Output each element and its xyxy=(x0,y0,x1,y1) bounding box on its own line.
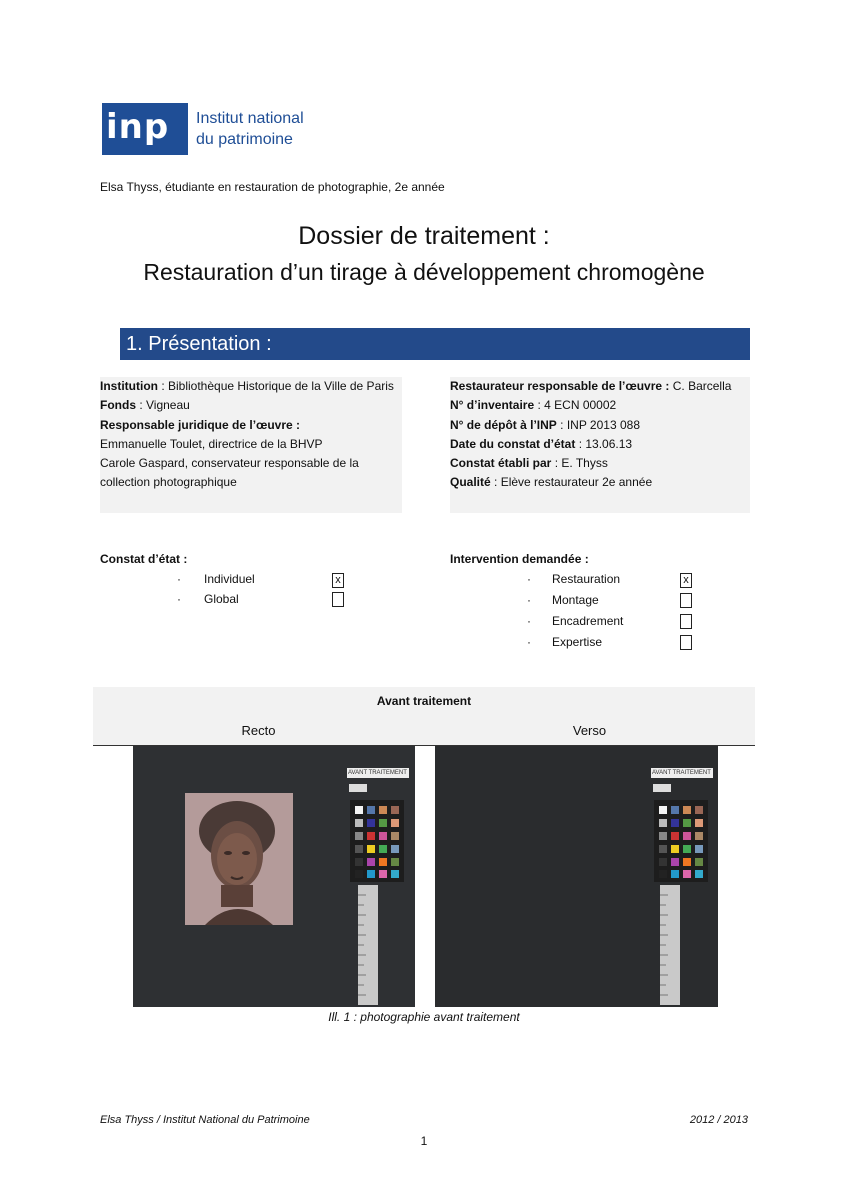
portrait-print xyxy=(185,793,293,925)
section-heading: 1. Présentation : xyxy=(120,328,750,360)
option-label: Global xyxy=(204,592,239,606)
logo-line-2: du patrimoine xyxy=(196,131,293,148)
recto-color-checker xyxy=(350,800,404,882)
qualite-value: : Elève restaurateur 2e année xyxy=(490,475,653,490)
constat-option-individuel xyxy=(100,572,360,592)
intervention-option-montage xyxy=(450,593,710,614)
checkbox-expertise[interactable] xyxy=(680,635,692,650)
responsable-label: Responsable juridique de l’œuvre : xyxy=(100,417,301,432)
bullet-icon: · xyxy=(527,572,531,586)
author-line: Elsa Thyss, étudiante en restauration de photographie, 2e année xyxy=(100,180,445,194)
constat-options xyxy=(100,572,360,612)
verso-column-label: Verso xyxy=(572,723,607,738)
depot-value: : INP 2013 088 xyxy=(556,417,640,432)
inp-logo: inp xyxy=(102,103,188,155)
verso-ruler xyxy=(660,885,680,1005)
restaurateur-label: Restaurateur responsable de l’œuvre : xyxy=(450,379,670,393)
treatment-table-title: Avant traitement xyxy=(376,694,472,708)
etabli-value: : E. Thyss xyxy=(551,456,608,471)
footer-author: Elsa Thyss / Institut National du Patrimoine xyxy=(100,1114,310,1126)
recto-small-tag xyxy=(349,784,367,792)
inventaire-value: : 4 ECN 00002 xyxy=(534,398,617,413)
date-value: : 13.06.13 xyxy=(575,436,633,451)
bullet-icon: · xyxy=(527,635,531,649)
document-subtitle: Restauration d’un tirage à développement chromogène xyxy=(143,259,705,285)
option-label: Encadrement xyxy=(552,614,624,628)
intervention-options xyxy=(450,572,710,656)
checkbox-montage[interactable] xyxy=(680,593,692,608)
checkbox-restauration[interactable]: x xyxy=(680,573,692,588)
responsable-line-2: Carole Gaspard, conservateur responsable de la collection photographique xyxy=(100,456,359,490)
option-label: Individuel xyxy=(204,572,255,586)
intervention-option-restauration xyxy=(450,572,710,593)
bullet-icon: · xyxy=(527,593,531,607)
portrait-bust-image xyxy=(185,793,293,925)
logo-line-1: Institut national xyxy=(196,110,304,127)
bullet-icon: · xyxy=(527,614,531,628)
option-label: Expertise xyxy=(552,635,603,649)
option-label: Montage xyxy=(552,593,599,607)
intervention-title: Intervention demandée : xyxy=(450,552,589,566)
intervention-option-expertise xyxy=(450,635,710,656)
ruler-ticks xyxy=(660,885,680,1005)
info-right-block xyxy=(450,377,750,513)
checkbox-encadrement[interactable] xyxy=(680,614,692,629)
institution-value: : Bibliothèque Historique de la Ville de Paris xyxy=(157,379,394,393)
recto-ruler xyxy=(358,885,378,1005)
qualite-label: Qualité xyxy=(450,475,491,490)
institution-label: Institution xyxy=(100,379,158,393)
verso-card-label: AVANT TRAITEMENT xyxy=(651,768,713,778)
color-checker-swatches xyxy=(654,800,708,882)
verso-small-tag xyxy=(653,784,671,792)
color-checker-swatches xyxy=(350,800,404,882)
figure-caption: Ill. 1 : photographie avant traitement xyxy=(328,1010,520,1024)
date-label: Date du constat d’état xyxy=(450,436,576,451)
etabli-label: Constat établi par xyxy=(450,456,552,471)
ruler-ticks xyxy=(358,885,378,1005)
depot-label: N° de dépôt à l’INP xyxy=(450,417,557,432)
constat-option-global xyxy=(100,592,360,612)
info-left-block xyxy=(100,377,402,513)
responsable-line-1: Emmanuelle Toulet, directrice de la BHVP xyxy=(100,436,323,451)
footer-year: 2012 / 2013 xyxy=(689,1114,748,1126)
logo-text xyxy=(196,108,304,150)
option-label: Restauration xyxy=(552,572,621,586)
page-number: 1 xyxy=(420,1134,428,1148)
recto-column-label: Recto xyxy=(241,723,276,738)
checkbox-global[interactable] xyxy=(332,592,344,607)
fonds-label: Fonds xyxy=(100,398,136,413)
document-title: Dossier de traitement : xyxy=(298,222,550,250)
bullet-icon: · xyxy=(177,572,181,586)
inventaire-label: N° d’inventaire xyxy=(450,398,535,413)
intervention-option-encadrement xyxy=(450,614,710,635)
constat-title: Constat d’état : xyxy=(100,552,188,566)
verso-color-checker xyxy=(654,800,708,882)
fonds-value: : Vigneau xyxy=(136,398,190,413)
bullet-icon: · xyxy=(177,592,181,606)
recto-card-label: AVANT TRAITEMENT xyxy=(347,768,409,778)
checkbox-individuel[interactable]: x xyxy=(332,573,344,588)
restaurateur-value: C. Barcella xyxy=(669,379,732,393)
